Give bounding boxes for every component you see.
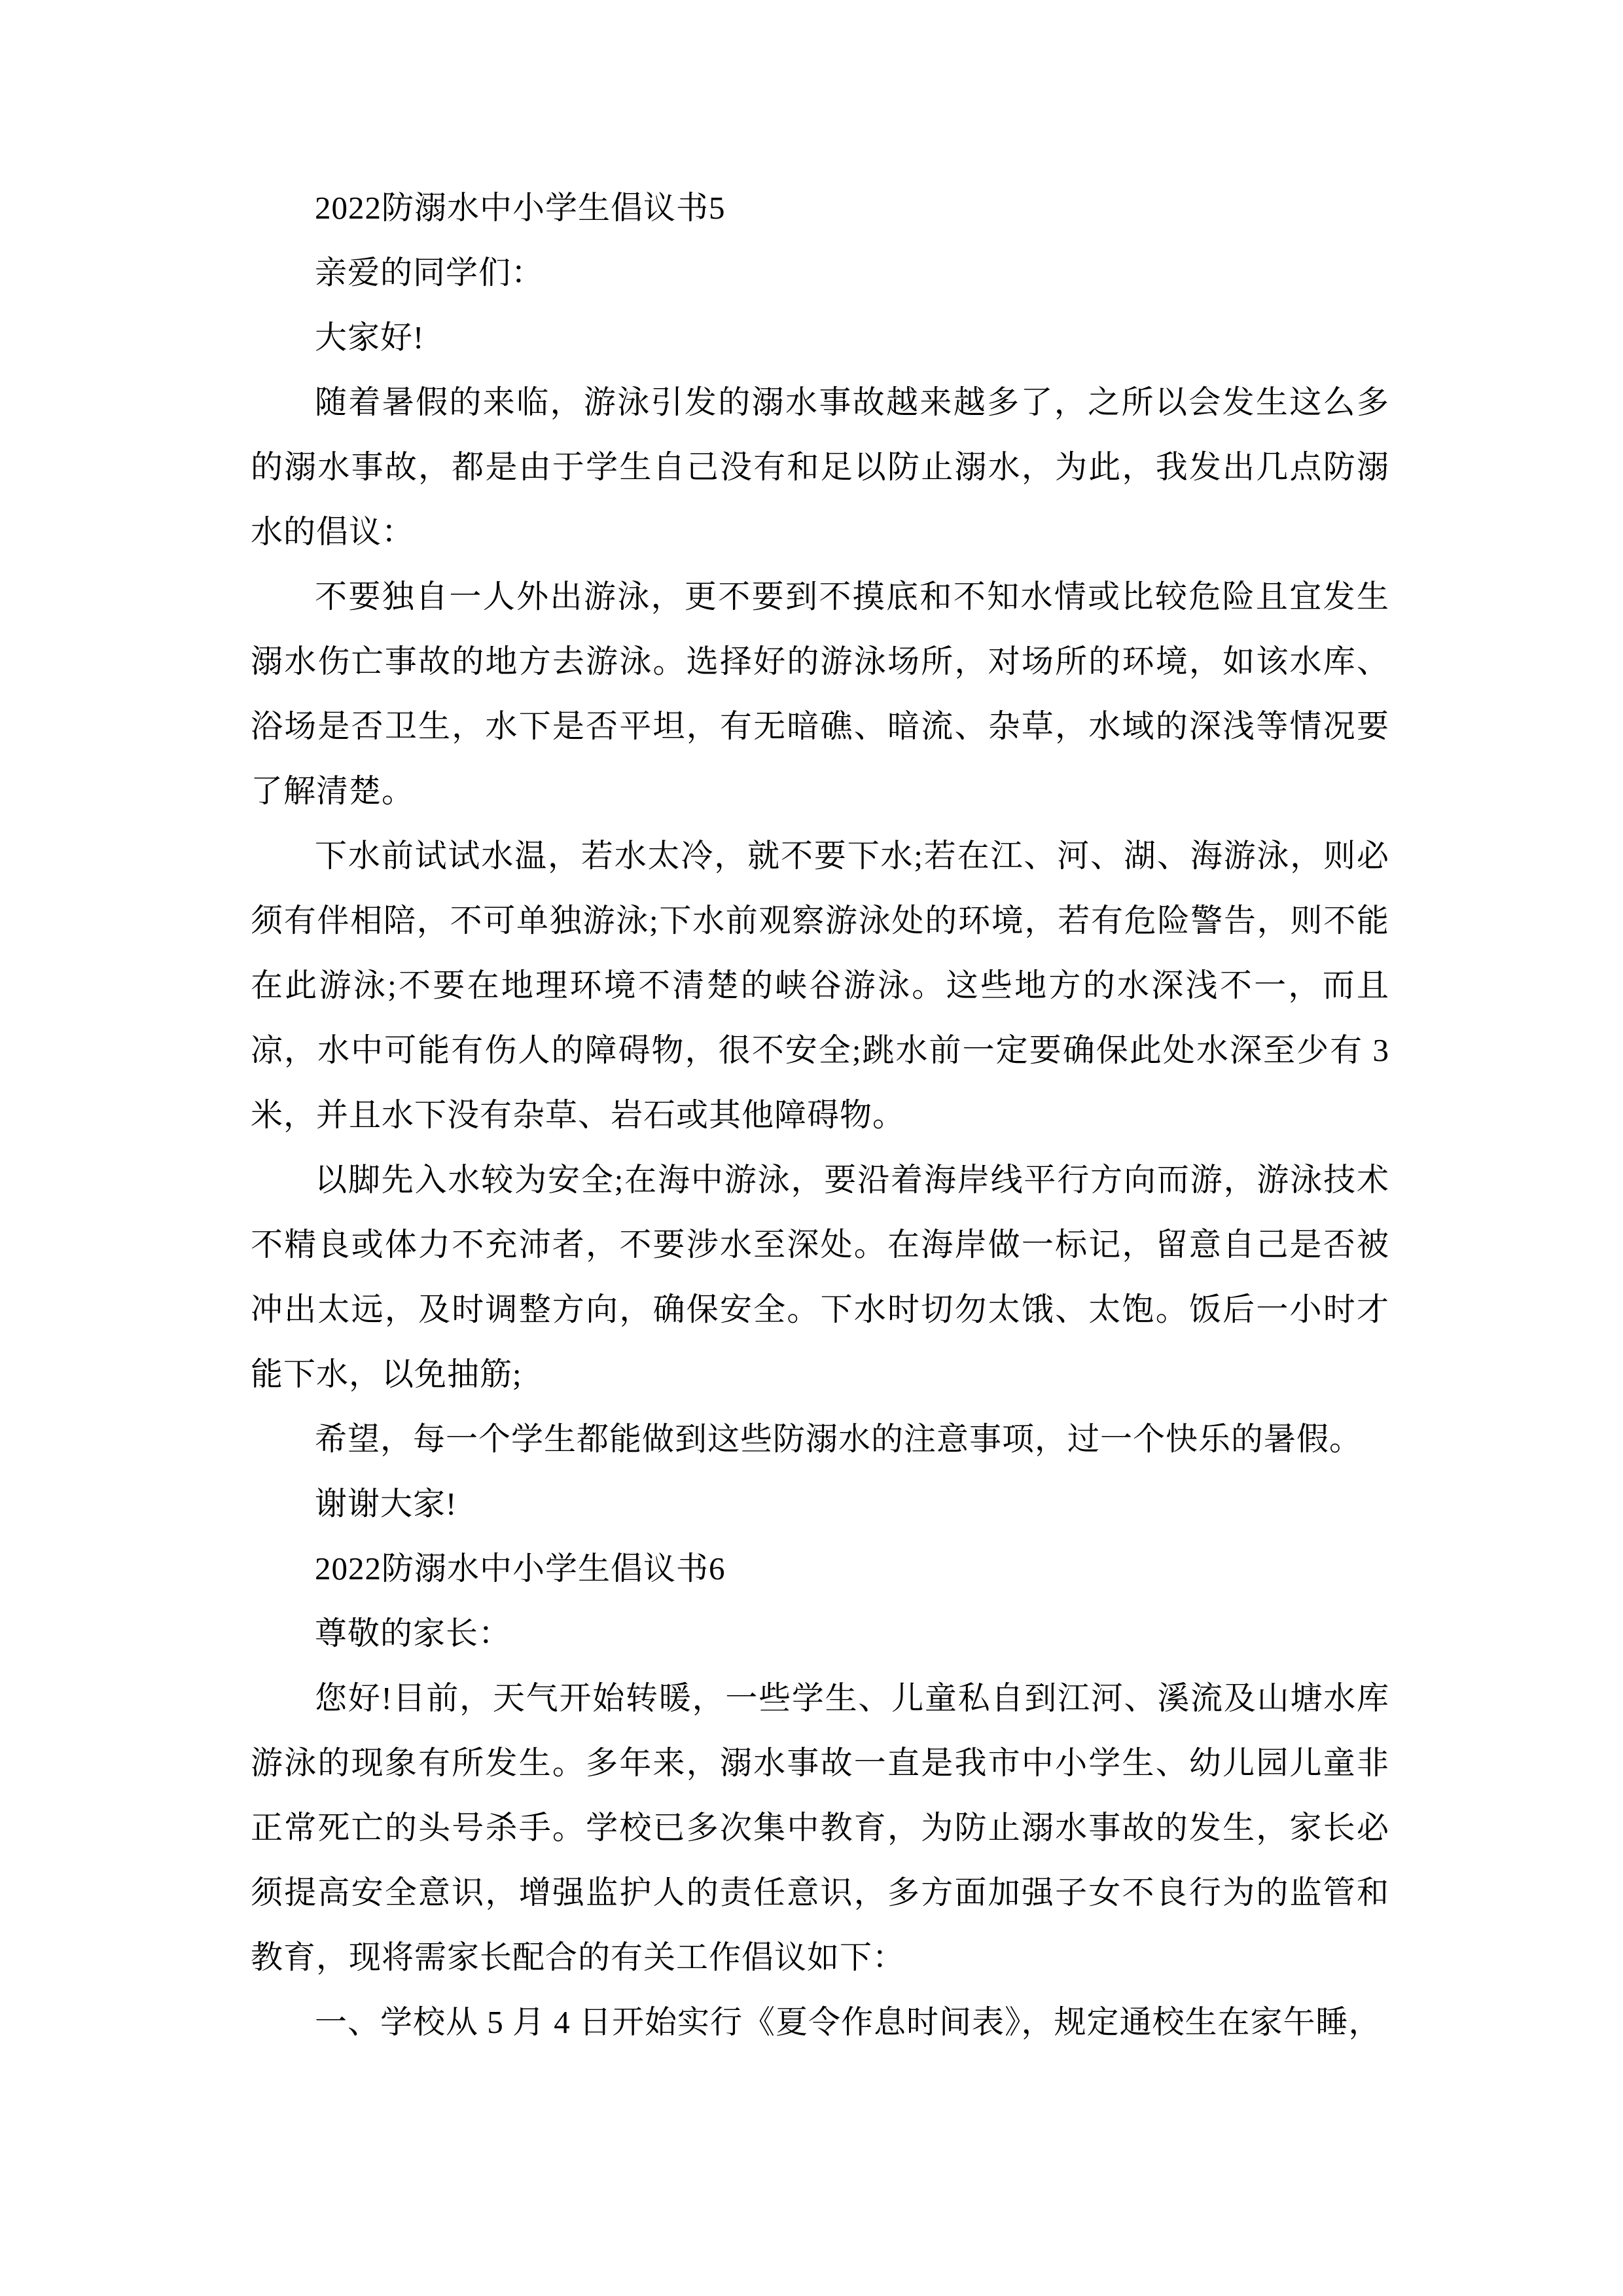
document-text-body [251,175,1389,2054]
paragraph: 一、学校从 5 月 4 日开始实行《夏令作息时间表》，规定通校生在家午睡， [315,2004,1382,2040]
section-title: 2022防溺水中小学生倡议书5 [315,190,726,226]
paragraph: 下水前试试水温，若水太冷，就不要下水;若在江、河、湖、海游泳，则必须有伴相陪，不可单独游泳;下水前观察游泳处的环境，若有危险警告，则不能在此游泳;不要在地理环境不清楚的峡谷游泳。这些地方的水深浅不一，而且凉，水中可能有伤人的障碍物，很不安全;跳水前一定要确保此处水深至少有 3 米，并且水下没有杂草、岩石或其他障碍物。 [251,838,1389,1133]
paragraph: 随着暑假的来临，游泳引发的溺水事故越来越多了，之所以会发生这么多的溺水事故，都是由于学生自己没有和足以防止溺水，为此，我发出几点防溺水的倡议： [251,384,1389,550]
paragraph: 您好!目前，天气开始转暖，一些学生、儿童私自到江河、溪流及山塘水库游泳的现象有所发生。多年来，溺水事故一直是我市中小学生、幼儿园儿童非正常死亡的头号杀手。学校已多次集中教育，为防止溺水事故的发生，家长必须提高安全意识，增强监护人的责任意识，多方面加强子女不良行为的监管和教育，现将需家长配合的有关工作倡议如下： [251,1680,1389,1975]
greeting: 大家好! [315,319,425,355]
paragraph: 希望，每一个学生都能做到这些防溺水的注意事项，过一个快乐的暑假。 [315,1421,1363,1457]
salutation: 尊敬的家长： [315,1615,512,1651]
salutation: 亲爱的同学们： [315,255,544,291]
section-title: 2022防溺水中小学生倡议书6 [315,1551,726,1587]
closing: 谢谢大家! [315,1486,457,1522]
paragraph: 不要独自一人外出游泳，更不要到不摸底和不知水情或比较危险且宜发生溺水伤亡事故的地方去游泳。选择好的游泳场所，对场所的环境，如该水库、浴场是否卫生，水下是否平坦，有无暗礁、暗流、杂草，水域的深浅等情况要了解清楚。 [251,579,1389,809]
paragraph: 以脚先入水较为安全;在海中游泳，要沿着海岸线平行方向而游，游泳技术不精良或体力不充沛者，不要涉水至深处。在海岸做一标记，留意自己是否被冲出太远，及时调整方向，确保安全。下水时切勿太饿、太饱。饭后一小时才能下水，以免抽筋; [251,1162,1389,1392]
